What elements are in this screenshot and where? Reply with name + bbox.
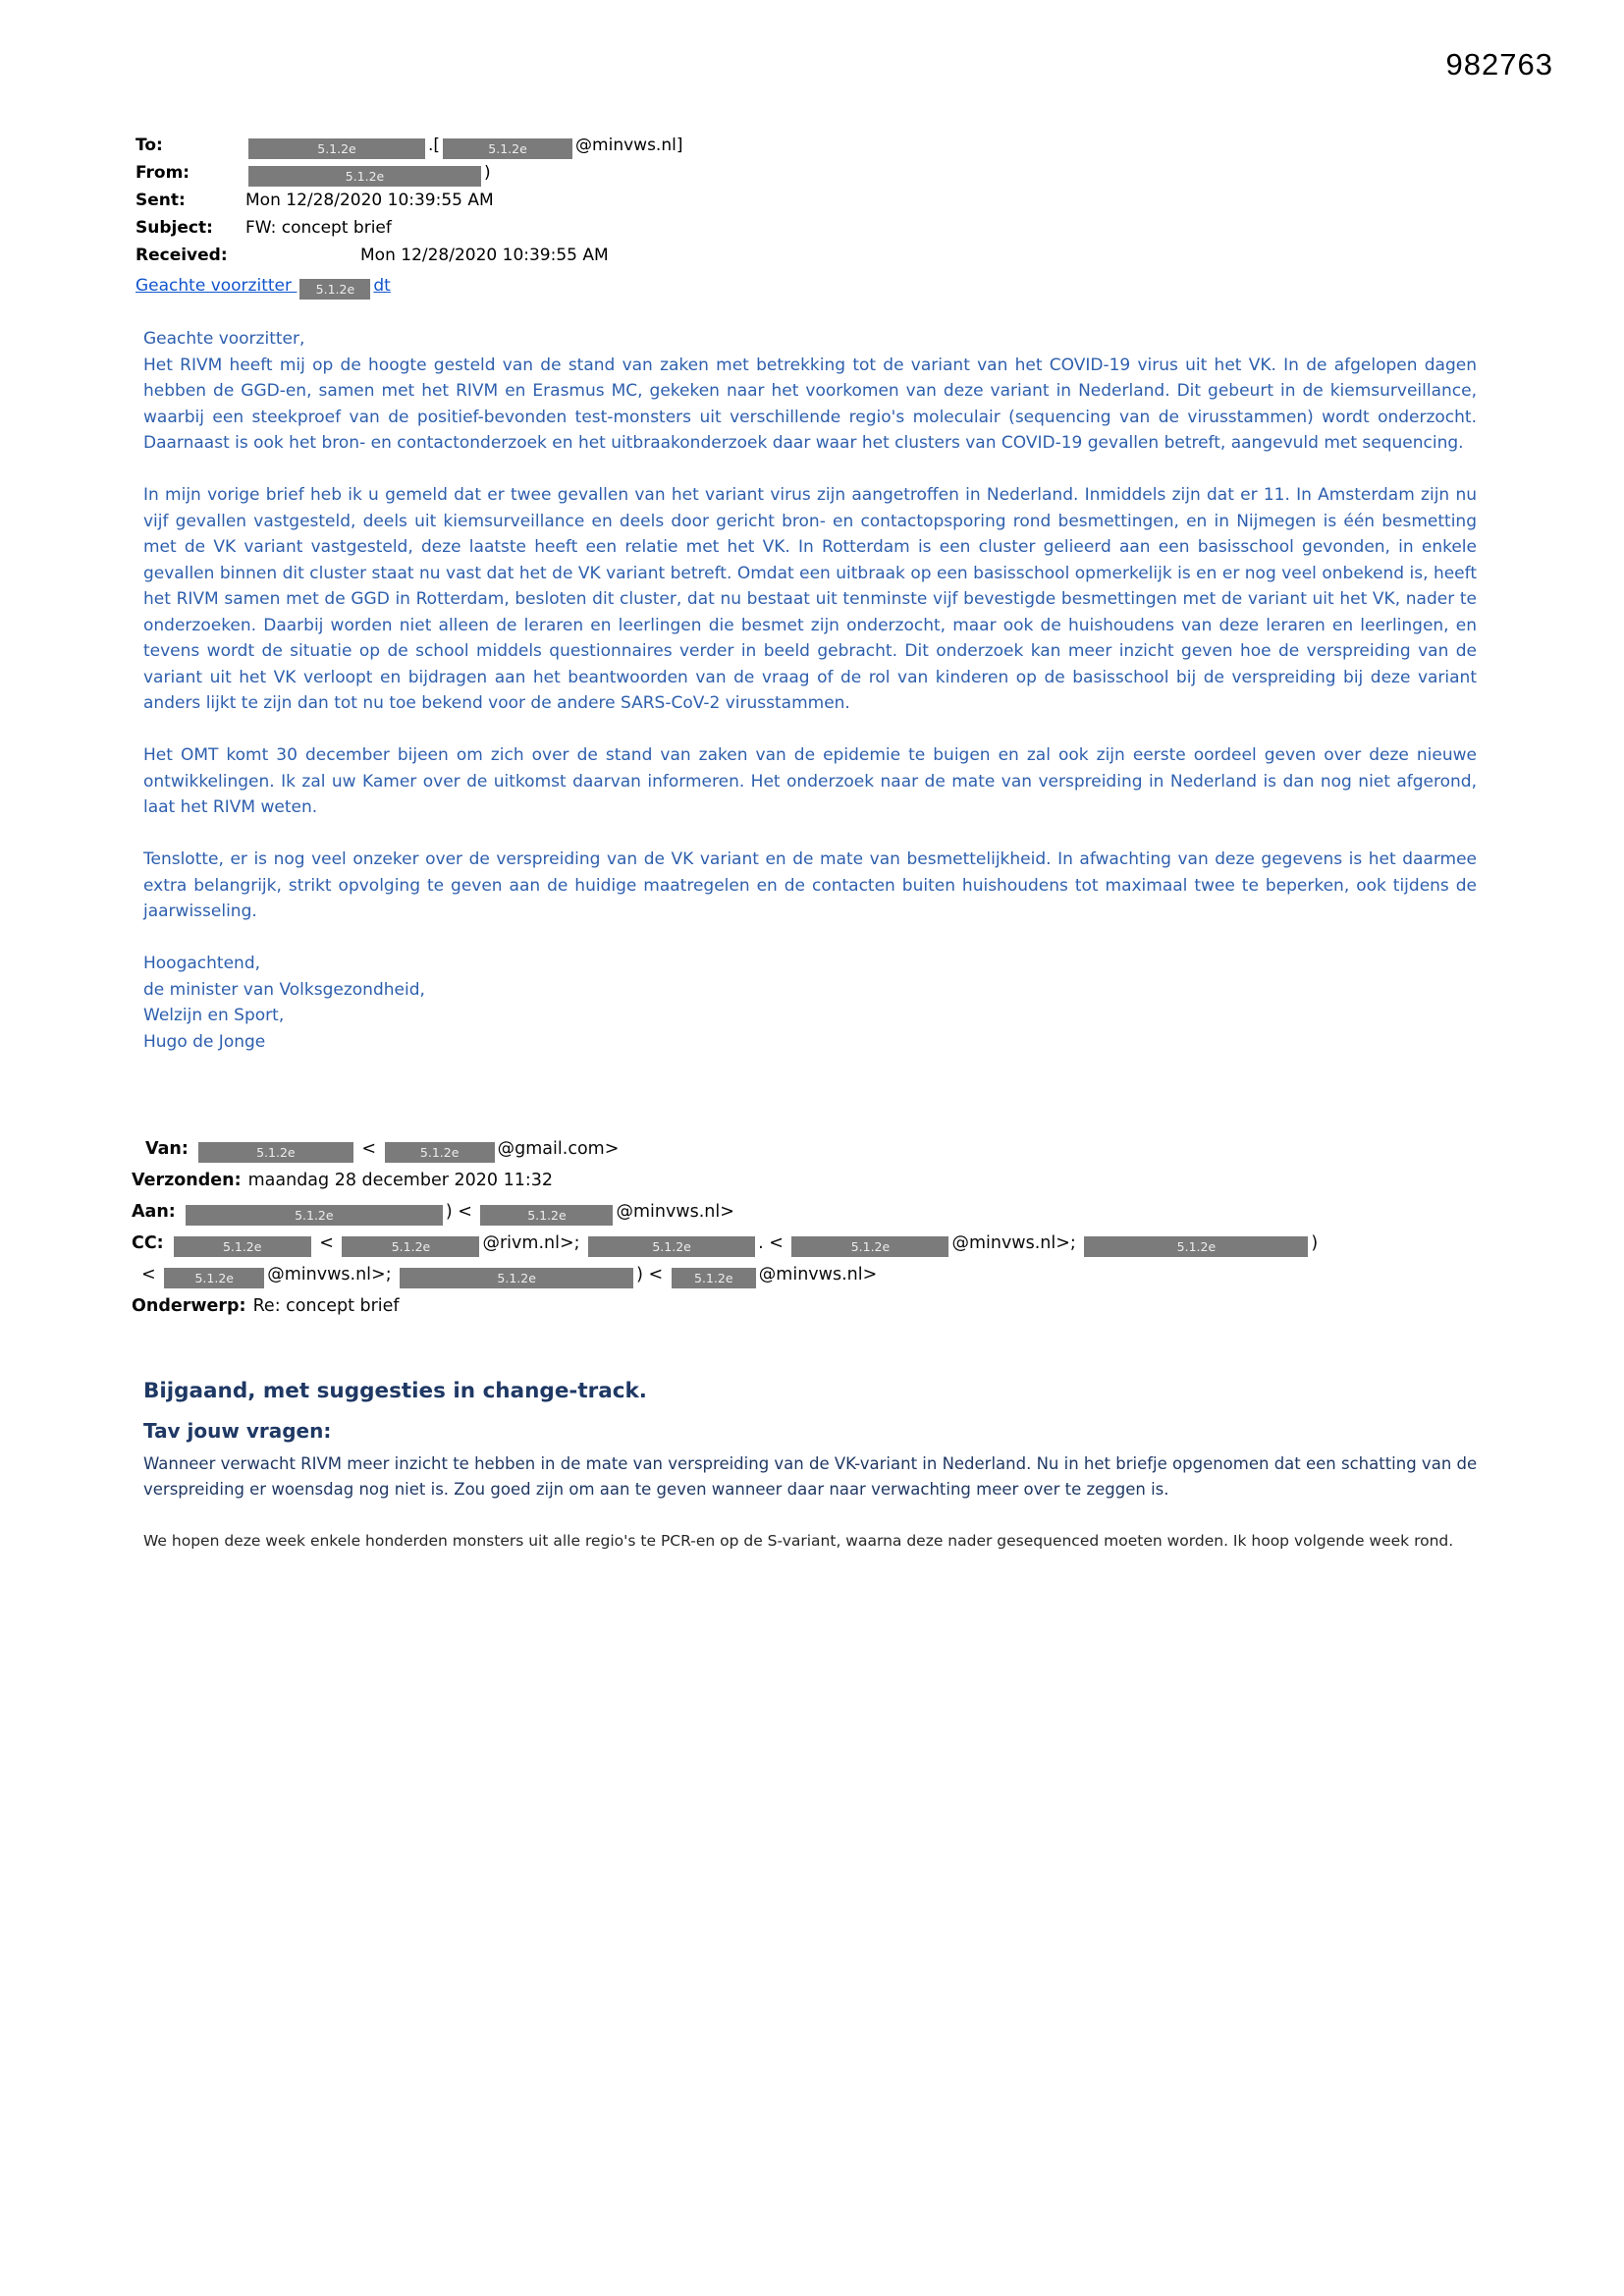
- header-row-from: [135, 159, 1624, 187]
- redaction-box: 5.1.2e: [174, 1236, 311, 1257]
- letter-paragraph: In mijn vorige brief heb ik u gemeld dat er twee gevallen van het variant virus zijn aangetroffen in Nederland. Inmiddels zijn dat er 11. In Amsterdam zijn nu vijf gevallen vastgesteld, deels uit kiemsurveillance en deels door gericht bron- en contactopsporing rond besmettingen, en in Nijmegen is één besmetting met de VK variant vastgesteld, deze laatste heeft een relatie met het VK. In Rotterdam is een cluster gelieerd aan een basisschool gevonden, in enkele gevallen binnen dit cluster staat nu vast dat het de VK variant betreft. Omdat een uitbraak op een basisschool opmerkelijk is en er nog veel onbekend is, heeft het RIVM samen met de GGD in Rotterdam, besloten dit cluster, dat nu bestaat uit tenminste vijf bevestigde besmettingen met de variant uit het VK, nader te onderzoeken. Daarbij worden niet alleen de leraren en leerlingen die besmet zijn onderzocht, maar ook de huishoudens van deze leraren en leerlingen, en tevens wordt de situatie op de school middels questionnaires verder in beeld gebracht. Dit onderzoek kan meer inzicht geven hoe de verspreiding van de variant uit het VK verloopt en bijdragen aan het beantwoorden van de vraag of de rol van kinderen op de basisschool bij de verspreiding bij deze variant anders lijkt te zijn dan tot nu toe bekend voor de andere SARS-CoV-2 virusstammen.: [143, 485, 1477, 713]
- text-segment: dt: [373, 276, 391, 296]
- header-row-onderwerp: [132, 1290, 1624, 1322]
- redaction-box: 5.1.2e: [480, 1205, 613, 1226]
- to-label: To:: [135, 136, 163, 155]
- reply-section: [143, 1379, 1508, 1554]
- text-segment: <: [313, 1233, 340, 1253]
- redaction-box: 5.1.2e: [248, 138, 425, 159]
- original-email-header: [132, 1133, 1624, 1322]
- cc-label: CC:: [132, 1233, 164, 1253]
- from-value: [245, 159, 491, 187]
- sent-value: Mon 12/28/2020 10:39:55 AM: [245, 191, 494, 210]
- text-segment: ): [484, 163, 491, 183]
- reply-paragraph: Wanneer verwacht RIVM meer inzicht te hebben in de mate van verspreiding van de VK-variant in Nederland. Nu in het briefje opgenomen dat een schatting van de verspreiding er woensdag nog niet is. Zou goed zijn om aan te geven wanneer daar naar verwachting meer over te zeggen is.: [143, 1454, 1478, 1499]
- to-value: [245, 132, 682, 159]
- van-value: [195, 1139, 620, 1159]
- redaction-box: 5.1.2e: [1084, 1236, 1308, 1257]
- from-label: From:: [135, 163, 190, 183]
- received-label: Received:: [135, 246, 228, 265]
- reply-paragraph: We hopen deze week enkele honderden monsters uit alle regio's te PCR-en op de S-variant, waarna deze nader gesequenced moeten worden. Ik hoop volgende week rond.: [143, 1532, 1454, 1550]
- redaction-box: 5.1.2e: [588, 1236, 755, 1257]
- header-row-to: [135, 132, 1624, 159]
- cc-value: [171, 1233, 1319, 1253]
- attachment-link[interactable]: [135, 276, 391, 296]
- header-row-sent: [135, 187, 1624, 214]
- redaction-box: 5.1.2e: [385, 1142, 495, 1163]
- text-segment: ) <: [636, 1265, 669, 1285]
- text-segment: @gmail.com>: [497, 1139, 620, 1159]
- letter-paragraph: Het OMT komt 30 december bijeen om zich over de stand van zaken van de epidemie te buigen en zal ook zijn eerste oordeel geven over deze nieuwe ontwikkelingen. Ik zal uw Kamer over de uitkomst daarvan informeren. Het onderzoek naar de mate van verspreiding in Nederland is dan nog niet afgerond, laat het RIVM weten.: [143, 745, 1477, 817]
- header-row-subject: [135, 214, 1624, 242]
- document-number: 982763: [1445, 47, 1553, 82]
- redaction-box: 5.1.2e: [164, 1268, 264, 1288]
- letter-body: [143, 326, 1477, 1055]
- redaction-box: 5.1.2e: [443, 138, 572, 159]
- header-row-aan: [132, 1196, 1624, 1228]
- signature-line: de minister van Volksgezondheid,: [143, 979, 425, 1000]
- text-segment: @minvws.nl>;: [267, 1265, 398, 1285]
- text-segment: @rivm.nl>;: [482, 1233, 586, 1253]
- onderwerp-value: Re: concept brief: [252, 1296, 400, 1316]
- attachment-row: [135, 272, 1624, 301]
- letter-closing: Hoogachtend,: [143, 954, 261, 973]
- redaction-box: 5.1.2e: [186, 1205, 443, 1226]
- redaction-box: 5.1.2e: [400, 1268, 633, 1288]
- text-segment: @minvws.nl]: [575, 136, 683, 155]
- redaction-box: 5.1.2e: [299, 279, 370, 300]
- text-segment: .[: [428, 136, 441, 155]
- letter-paragraph: Tenslotte, er is nog veel onzeker over de verspreiding van de VK variant en de mate van besmettelijkheid. In afwachting van deze gegevens is het daarmee extra belangrijk, strikt opvolging te geven aan de huidige maatregelen en de contacten buiten huishoudens tot maximaal twee te beperken, ook tijdens de jaarwisseling.: [143, 849, 1477, 921]
- header-row-received: [135, 242, 1624, 269]
- aan-label: Aan:: [132, 1202, 176, 1222]
- reply-subtitle: Tav jouw vragen:: [143, 1419, 332, 1443]
- redaction-box: 5.1.2e: [342, 1236, 479, 1257]
- header-row-cc: [132, 1228, 1624, 1259]
- header-row-verzonden: [132, 1165, 1624, 1196]
- text-segment: . <: [758, 1233, 789, 1253]
- signature-line: Welzijn en Sport,: [143, 1006, 285, 1025]
- van-label: Van:: [145, 1139, 189, 1159]
- onderwerp-label: Onderwerp:: [132, 1296, 246, 1316]
- letter-salutation: Geachte voorzitter,: [143, 329, 305, 349]
- signer-name: Hugo de Jonge: [143, 1031, 266, 1052]
- text-segment: ): [1311, 1233, 1319, 1253]
- text-segment: <: [141, 1265, 162, 1285]
- sent-label: Sent:: [135, 191, 186, 210]
- subject-value: FW: concept brief: [245, 218, 392, 238]
- verzonden-value: maandag 28 december 2020 11:32: [247, 1171, 554, 1190]
- redaction-box: 5.1.2e: [248, 166, 481, 187]
- text-segment: @minvws.nl>;: [951, 1233, 1082, 1253]
- verzonden-label: Verzonden:: [132, 1171, 242, 1190]
- header-row-van: [132, 1133, 1624, 1165]
- subject-label: Subject:: [135, 218, 213, 238]
- reply-title: Bijgaand, met suggesties in change-track.: [143, 1379, 647, 1403]
- header-row-cc-continued: [132, 1259, 1624, 1290]
- text-segment: <: [355, 1139, 382, 1159]
- email-header: [135, 132, 1624, 301]
- redaction-box: 5.1.2e: [672, 1268, 756, 1288]
- text-segment: @minvws.nl>: [758, 1265, 878, 1285]
- letter-paragraph: Het RIVM heeft mij op de hoogte gesteld van de stand van zaken met betrekking tot de variant van het COVID-19 virus uit het VK. In de afgelopen dagen hebben de GGD-en, samen met het RIVM en Erasmus MC, gekeken naar het voorkomen van deze variant in Nederland. Dit gebeurt in de kiemsurveillance, waarbij een steekproef van de positief-bevonden test-monsters uit verschillende regio's moleculair (sequencing van de virusstammen) wordt onderzocht. Daarnaast is ook het bron- en contactonderzoek en het uitbraakonderzoek daar waar het clusters van COVID-19 gevallen betreft, aangevuld met sequencing.: [143, 355, 1477, 453]
- text-segment: ) <: [445, 1202, 478, 1222]
- aan-value: [183, 1202, 734, 1222]
- redaction-box: 5.1.2e: [198, 1142, 353, 1163]
- received-value: Mon 12/28/2020 10:39:55 AM: [360, 246, 609, 265]
- redaction-box: 5.1.2e: [791, 1236, 948, 1257]
- cc-value-continued: [141, 1265, 877, 1285]
- text-segment: Geachte voorzitter: [135, 276, 298, 296]
- text-segment: @minvws.nl>: [616, 1202, 734, 1222]
